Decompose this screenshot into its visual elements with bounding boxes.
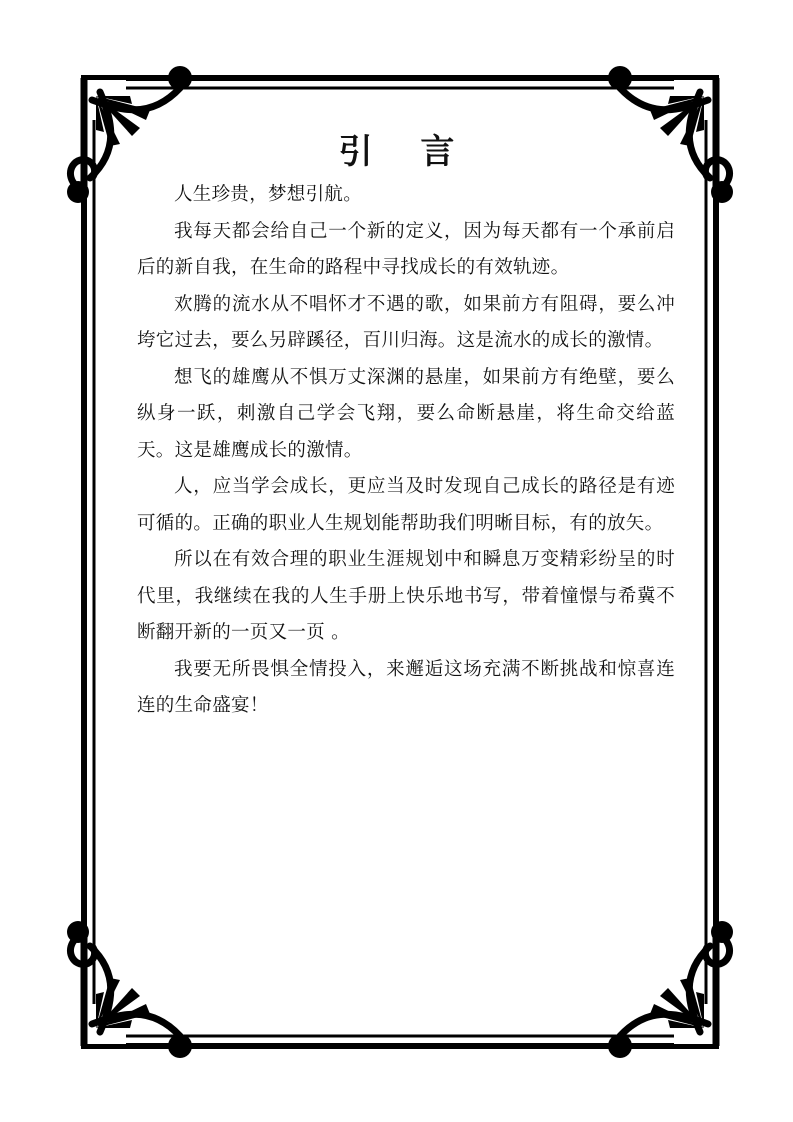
page-title: 引 言 xyxy=(338,132,473,172)
paragraph: 我每天都会给自己一个新的定义，因为每天都有一个承前启后的新自我，在生命的路程中寻找成长的有效轨迹。 xyxy=(137,220,675,278)
paragraph: 所以在有效合理的职业生涯规划中和瞬息万变精彩纷呈的时代里，我继续在我的人生手册上快乐地书写，带着憧憬与希冀不断翻开新的一页又一页 。 xyxy=(137,549,675,643)
paragraph: 欢腾的流水从不唱怀才不遇的歌，如果前方有阻碍，要么冲垮它过去，要么另辟蹊径，百川归海。这是流水的成长的激情。 xyxy=(137,293,675,351)
document-body xyxy=(137,177,675,725)
paragraph: 我要无所畏惧全情投入，来邂逅这场充满不断挑战和惊喜连连的生命盛宴！ xyxy=(137,658,675,716)
paragraph: 人生珍贵，梦想引航。 xyxy=(174,184,363,205)
paragraph: 想飞的雄鹰从不惧万丈深渊的悬崖，如果前方有绝壁，要么纵身一跃，刺激自己学会飞翔，要么命断悬崖，将生命交给蓝天。这是雄鹰成长的激情。 xyxy=(137,366,675,461)
paragraph: 人，应当学会成长，更应当及时发现自己成长的路径是有迹可循的。正确的职业人生规划能帮助我们明晰目标，有的放矢。 xyxy=(137,476,675,534)
